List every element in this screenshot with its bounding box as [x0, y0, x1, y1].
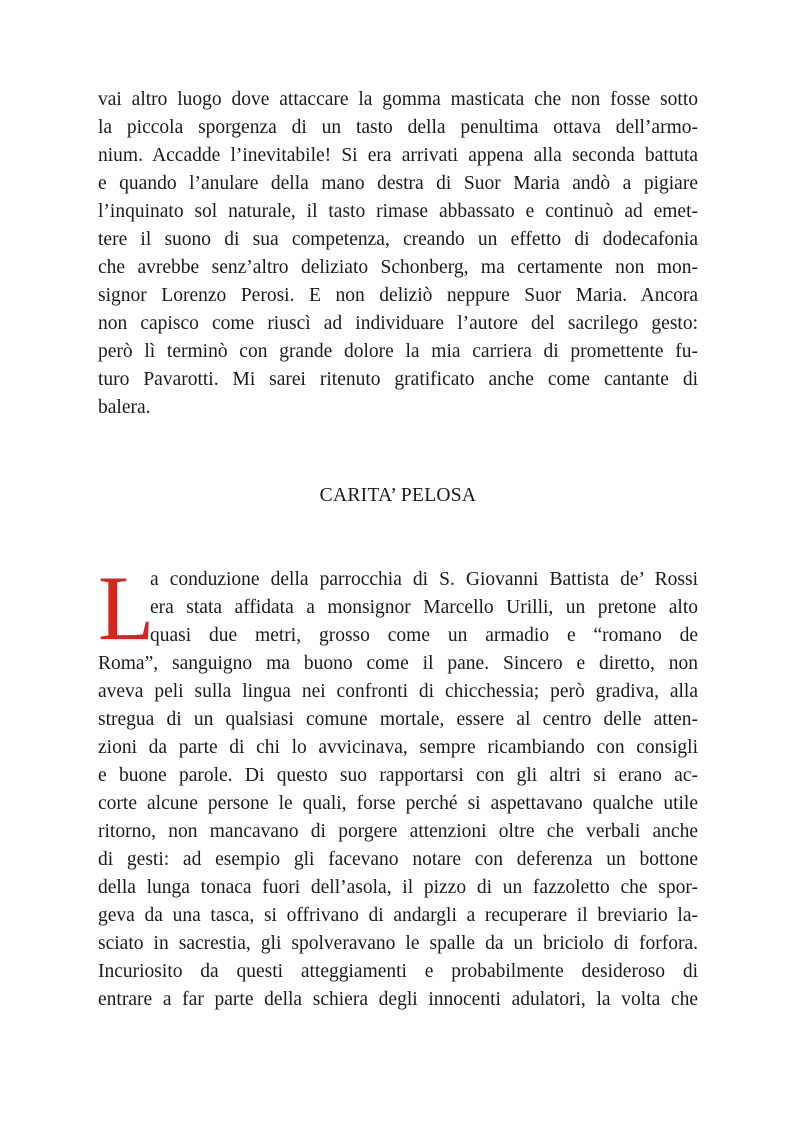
text-line: stregua di un qualsiasi comune mortale, essere al centro delle atten- — [98, 709, 698, 730]
text-line: vai altro luogo dove attaccare la gomma masticata che non fosse sotto — [98, 89, 698, 110]
text-line: Incuriosito da questi atteggiamenti e probabilmente desideroso di — [98, 961, 698, 982]
text-line: di gesti: ad esempio gli facevano notare con deferenza un bottone — [98, 849, 698, 870]
text-line: però lì terminò con grande dolore la mia carriera di promettente fu- — [98, 341, 698, 362]
text-line: non capisco come riuscì ad individuare l’autore del sacrilego gesto: — [98, 313, 698, 334]
text-line: era stata affidata a monsignor Marcello Urilli, un pretone alto — [150, 597, 698, 618]
text-line: sciato in sacrestia, gli spolveravano le spalle da un briciolo di forfora. — [98, 933, 698, 954]
text-line: turo Pavarotti. Mi sarei ritenuto gratificato anche come cantante di — [98, 369, 698, 390]
text-line: geva da una tasca, si offrivano di andargli a recuperare il breviario la- — [98, 905, 698, 926]
text-line: corte alcune persone le quali, forse perché si aspettavano qualche utile — [98, 793, 698, 814]
paragraph-2 — [98, 557, 698, 1014]
text-line: ritorno, non mancavano di porgere attenzioni oltre che verbali anche — [98, 821, 698, 842]
text-line: entrare a far parte della schiera degli innocenti adulatori, la volta che — [98, 989, 698, 1010]
text-line: e buone parole. Di questo suo rapportarsi con gli altri si erano ac- — [98, 765, 698, 786]
text-line: Roma”, sanguigno ma buono come il pane. Sincero e diretto, non — [98, 653, 698, 674]
section-title: CARITA’ PELOSA — [319, 485, 477, 506]
text-line: nium. Accadde l’inevitabile! Si era arrivati appena alla seconda battuta — [98, 145, 698, 166]
text-line: della lunga tonaca fuori dell’asola, il pizzo di un fazzoletto che spor- — [98, 877, 698, 898]
text-line: a conduzione della parrocchia di S. Giovanni Battista de’ Rossi — [150, 569, 698, 590]
text-line: signor Lorenzo Perosi. E non deliziò neppure Suor Maria. Ancora — [98, 285, 698, 306]
text-line: balera. — [98, 397, 151, 418]
paragraph-1 — [98, 86, 698, 422]
text-line: tere il suono di sua competenza, creando un effetto di dodecafonia — [98, 229, 698, 250]
text-line: aveva peli sulla lingua nei confronti di chicchessia; però gradiva, alla — [98, 681, 698, 702]
text-line: quasi due metri, grosso come un armadio e “romano de — [150, 625, 698, 646]
text-line: e quando l’anulare della mano destra di Suor Maria andò a pigiare — [98, 173, 698, 194]
text-line: che avrebbe senz’altro deliziato Schonberg, ma certamente non mon- — [98, 257, 698, 278]
text-line: l’inquinato sol naturale, il tasto rimase abbassato e continuò ad emet- — [98, 201, 698, 222]
text-line: zioni da parte di chi lo avvicinava, sempre ricambiando con consigli — [98, 737, 698, 758]
drop-cap: L — [98, 557, 155, 659]
text-line: la piccola sporgenza di un tasto della penultima ottava dell’armo- — [98, 117, 698, 138]
